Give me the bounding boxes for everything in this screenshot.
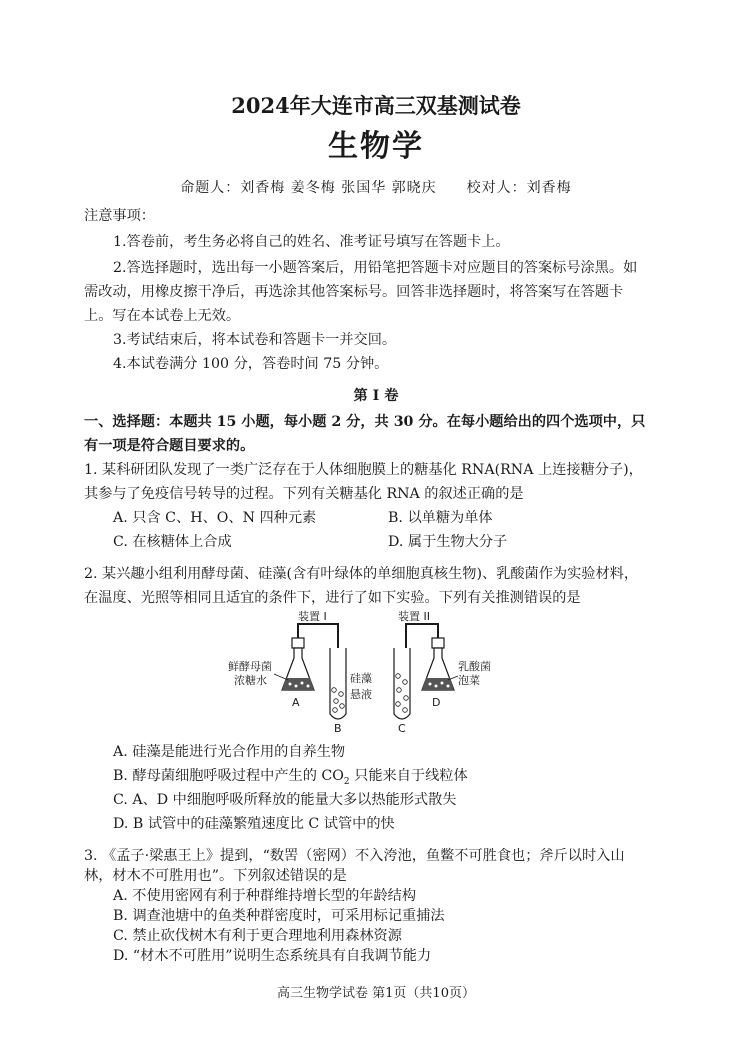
q2-stem-line-1: 2. 某兴趣小组利用酵母菌、硅藻(含有叶绿体的单细胞真核生物)、乳酸菌作为实验材料， bbox=[84, 566, 639, 582]
authors-line: 命题人：刘香梅 姜冬梅 张国华 郭晓庆 校对人：刘香梅 bbox=[180, 180, 572, 196]
q3-option-b: B. 调查池塘中的鱼类种群密度时，可采用标记重捕法 bbox=[113, 908, 445, 924]
part-label: 第 I 卷 bbox=[353, 388, 399, 404]
q3-stem-line-2: 林，材木不可胜用也”。下列叙述错误的是 bbox=[84, 868, 347, 884]
exam-title: 2024年大连市高三双基测试卷 bbox=[231, 93, 521, 118]
device-1-label: 装置 I bbox=[298, 610, 327, 623]
label-d: D bbox=[432, 696, 441, 709]
q3-option-d: D. “材木不可胜用”说明生态系统具有自我调节能力 bbox=[113, 948, 432, 964]
q1-option-c: C. 在核糖体上合成 bbox=[113, 534, 232, 550]
q2-option-d: D. B 试管中的硅藻繁殖速度比 C 试管中的快 bbox=[113, 816, 395, 832]
q3-option-c: C. 禁止砍伐树木有利于更合理地利用森林资源 bbox=[113, 928, 402, 944]
label-a: A bbox=[292, 696, 300, 709]
label-yeast-line-2: 浓糖水 bbox=[234, 674, 267, 687]
q1-option-a: A. 只含 C、H、O、N 四种元素 bbox=[113, 510, 317, 526]
section-heading-line-2: 有一项是符合题目要求的。 bbox=[84, 438, 255, 454]
notice-item-2-line-1: 2.答选择题时，选出每一小题答案后，用铅笔把答题卡对应题目的答案标号涂黑。如 bbox=[113, 260, 638, 276]
experiment-diagram bbox=[226, 606, 526, 738]
device-2-label: 装置 II bbox=[398, 610, 430, 623]
page-footer: 高三生物学试卷 第1页（共10页） bbox=[277, 986, 475, 1001]
q2-option-c: C. A、D 中细胞呼吸所释放的能量大多以热能形式散失 bbox=[113, 792, 457, 808]
label-c: C bbox=[398, 722, 406, 735]
notice-item-3: 3.考试结束后，将本试卷和答题卡一并交回。 bbox=[113, 332, 397, 348]
q3-stem-line-1: 3. 《孟子·梁惠王上》提到，“数罟（密网）不入洿池，鱼鳖不可胜食也；斧斤以时入山 bbox=[84, 848, 625, 864]
notice-item-1: 1.答卷前，考生务必将自己的姓名、准考证号填写在答题卡上。 bbox=[113, 234, 510, 250]
q1-option-d: D. 属于生物大分子 bbox=[388, 534, 508, 550]
subject-title: 生物学 bbox=[328, 129, 424, 164]
notice-heading: 注意事项： bbox=[84, 208, 155, 224]
notice-item-4: 4.本试卷满分 100 分，答卷时间 75 分钟。 bbox=[113, 356, 389, 372]
section-heading-line-1: 一、选择题：本题共 15 小题，每小题 2 分，共 30 分。在每小题给出的四个选项中，只 bbox=[84, 414, 646, 430]
q1-stem-line-1: 1. 某科研团队发现了一类广泛存在于人体细胞膜上的糖基化 RNA(RNA 上连接糖分子)， bbox=[84, 462, 643, 478]
tube-c bbox=[394, 648, 410, 719]
q1-stem-line-2: 其参与了免疫信号转导的过程。下列有关糖基化 RNA 的叙述正确的是 bbox=[84, 486, 524, 502]
label-yeast-line-1: 鲜酵母菌 bbox=[228, 660, 272, 673]
tube-b bbox=[330, 648, 346, 719]
label-algae-line-1: 硅藻 bbox=[350, 672, 372, 685]
flask-a bbox=[282, 638, 314, 690]
notice-item-2-line-3: 上。写在本试卷上无效。 bbox=[84, 308, 241, 324]
label-algae-line-2: 悬液 bbox=[350, 688, 372, 701]
label-lactic-line-1: 乳酸菌 bbox=[458, 660, 491, 673]
q2-stem-line-2: 在温度、光照等相同且适宜的条件下，进行了如下实验。下列有关推测错误的是 bbox=[84, 590, 581, 606]
q3-option-a: A. 不使用密网有利于种群维持增长型的年龄结构 bbox=[113, 888, 417, 904]
label-lactic-line-2: 泡菜 bbox=[458, 674, 480, 687]
notice-item-2-line-2: 需改动，用橡皮擦干净后，再选涂其他答案标号。回答非选择题时，将答案写在答题卡 bbox=[84, 284, 624, 300]
flask-d bbox=[422, 638, 454, 690]
q2-option-b: B. 酵母菌细胞呼吸过程中产生的 $CO_2$ 只能来自于线粒体 bbox=[113, 768, 468, 787]
q2-option-a: A. 硅藻是能进行光合作用的自养生物 bbox=[113, 744, 346, 760]
label-b: B bbox=[334, 722, 342, 735]
q1-option-b: B. 以单糖为单体 bbox=[388, 510, 493, 526]
